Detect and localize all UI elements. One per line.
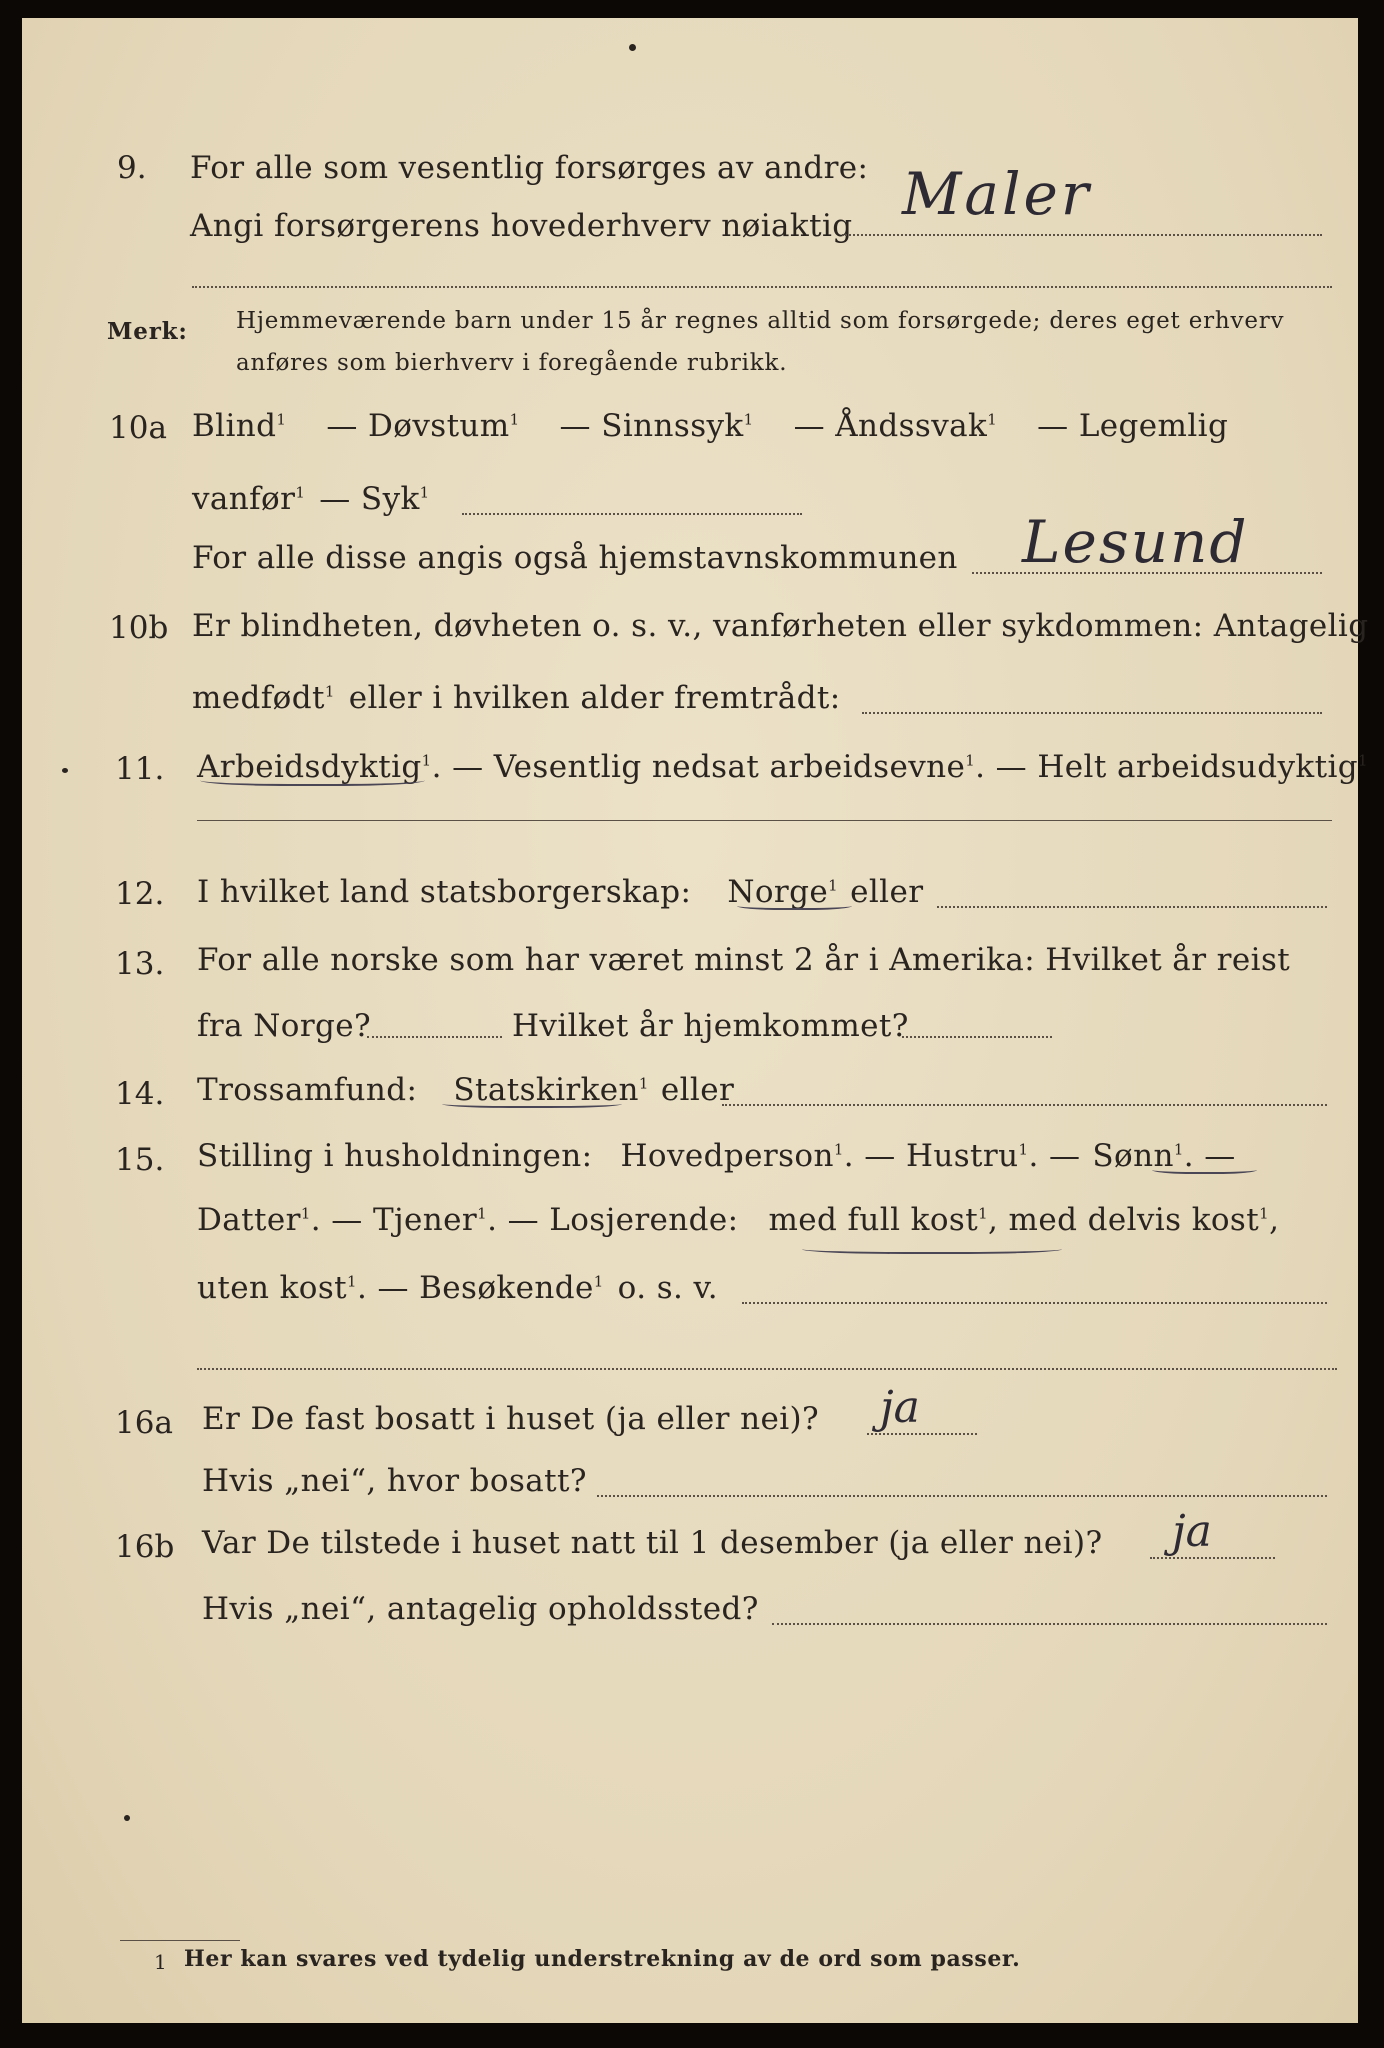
footnote-ref: 1 bbox=[638, 1074, 649, 1093]
q16a-line1: Er De fast bosatt i huset (ja eller nei)? bbox=[202, 1401, 820, 1437]
option-andssvak[interactable]: — Åndssvak bbox=[793, 408, 988, 444]
option-arbeidsdyktig[interactable]: Arbeidsdyktig bbox=[197, 749, 422, 785]
option-statskirken[interactable]: Statskirken bbox=[453, 1072, 639, 1108]
q12-handwritten-underline bbox=[737, 900, 852, 910]
q15-dash: . — bbox=[1028, 1138, 1081, 1174]
option-hustru[interactable]: . — Hustru bbox=[843, 1138, 1019, 1174]
footnote-ref: 1 bbox=[833, 1140, 844, 1159]
q16a-number: 16a bbox=[115, 1405, 173, 1441]
footnote-rule bbox=[120, 1940, 240, 1941]
footnote-ref: 1 bbox=[987, 410, 998, 429]
ink-dot bbox=[62, 768, 68, 773]
option-nedsat-arbeidsevne[interactable]: . — Vesentlig nedsat arbeidsevne bbox=[431, 749, 966, 785]
footnote-text: Her kan svares ved tydelig understrekning av de ord som passer. bbox=[184, 1946, 1021, 1972]
q16b-line1: Var De tilstede i huset natt til 1 desember (ja eller nei)? bbox=[202, 1525, 1103, 1561]
census-form-page bbox=[22, 18, 1369, 2023]
q10a-line3: For alle disse angis også hjemstavnskommunen bbox=[192, 540, 958, 576]
q9-text-line1: For alle som vesentlig forsørges av andre: bbox=[190, 150, 869, 186]
q13-line1: For alle norske som har været minst 2 år i Amerika: Hvilket år reist bbox=[197, 942, 1291, 978]
q10b-number: 10b bbox=[109, 610, 169, 646]
q16a-line2: Hvis „nei“, hvor bosatt? bbox=[202, 1463, 587, 1499]
q13-reist-line[interactable] bbox=[367, 1036, 502, 1038]
q10b-answer-line[interactable] bbox=[862, 712, 1322, 714]
q9-blank-line[interactable] bbox=[192, 286, 1332, 288]
q16b-handwritten-answer: ja bbox=[1172, 1506, 1212, 1557]
footnote-ref: 1 bbox=[1173, 1140, 1184, 1159]
merk-line2: anføres som bierhverv i foregående rubrikk. bbox=[236, 350, 788, 376]
q15-label: Stilling i husholdningen: bbox=[197, 1138, 593, 1174]
footnote-ref: 1 bbox=[509, 410, 520, 429]
footnote-ref: 1 bbox=[978, 1204, 989, 1223]
q10a-syk-line[interactable] bbox=[462, 513, 802, 515]
q16b-number: 16b bbox=[115, 1529, 175, 1565]
footnote-ref: 1 bbox=[1018, 1140, 1029, 1159]
q16b-line2: Hvis „nei“, antagelig opholdssted? bbox=[202, 1591, 759, 1627]
q10b-line1: Er blindheten, døvheten o. s. v., vanførheten eller sykdommen: Antagelig bbox=[192, 608, 1369, 644]
q15-number: 15. bbox=[115, 1142, 165, 1178]
option-med-full-kost[interactable]: med full kost bbox=[768, 1202, 979, 1238]
q15-line3 bbox=[197, 1270, 718, 1306]
q10a-line1 bbox=[192, 408, 1228, 444]
footnote-ref: 1 bbox=[421, 751, 432, 770]
option-dovstum[interactable]: — Døvstum bbox=[326, 408, 510, 444]
q15-osv: o. s. v. bbox=[617, 1270, 719, 1306]
q10a-line2 bbox=[192, 481, 430, 517]
q12-eller: eller bbox=[850, 874, 924, 910]
footnote-ref: 1 bbox=[419, 483, 430, 502]
footnote-ref: 1 bbox=[743, 410, 754, 429]
option-datter[interactable]: Datter bbox=[197, 1202, 301, 1238]
option-med-delvis-kost[interactable]: , med delvis kost bbox=[988, 1202, 1260, 1238]
q14-number: 14. bbox=[115, 1076, 165, 1112]
option-sonn[interactable]: Sønn bbox=[1092, 1138, 1174, 1174]
q15-line2 bbox=[197, 1202, 1279, 1238]
q14-answer-line[interactable] bbox=[722, 1104, 1327, 1106]
q16a-handwritten-answer: ja bbox=[880, 1382, 920, 1433]
footnote-ref: 1 bbox=[295, 483, 306, 502]
footnote-ref: 1 bbox=[324, 682, 335, 701]
q15-dash: . — bbox=[1183, 1138, 1236, 1174]
q14-label: Trossamfund: bbox=[197, 1072, 418, 1108]
q10a-number: 10a bbox=[109, 410, 167, 446]
option-besokende[interactable]: . — Besøkende bbox=[356, 1270, 594, 1306]
footnote-ref: 1 bbox=[828, 876, 839, 895]
option-medfodt[interactable]: medfødt bbox=[192, 680, 325, 716]
q15-sonn-underline bbox=[1152, 1164, 1257, 1174]
q13-number: 13. bbox=[115, 946, 165, 982]
option-tjener[interactable]: . — Tjener bbox=[310, 1202, 478, 1238]
q11-blank-line[interactable] bbox=[197, 820, 1332, 821]
footnote-marker: 1 bbox=[154, 1950, 168, 1974]
footnote-ref: 1 bbox=[593, 1272, 604, 1291]
q13-fra-norge-label: fra Norge? bbox=[197, 1008, 372, 1044]
merk-label: Merk: bbox=[107, 318, 188, 345]
q14-eller: eller bbox=[660, 1072, 735, 1108]
footnote-ref: 1 bbox=[477, 1204, 488, 1223]
q9-answer-line[interactable] bbox=[842, 234, 1322, 236]
ink-dot bbox=[629, 44, 636, 51]
option-syk[interactable]: — Syk bbox=[319, 481, 420, 517]
option-uten-kost[interactable]: uten kost bbox=[197, 1270, 348, 1306]
footnote-ref: 1 bbox=[965, 751, 976, 770]
q15-comma: , bbox=[1269, 1202, 1280, 1238]
q15-blank-line[interactable] bbox=[197, 1368, 1337, 1370]
q14-handwritten-underline bbox=[442, 1098, 622, 1108]
q9-number: 9. bbox=[117, 150, 147, 186]
option-norge[interactable]: Norge bbox=[727, 874, 829, 910]
q10a-handwritten-answer: Lesund bbox=[1022, 508, 1249, 576]
q13-hjemkommet-line[interactable] bbox=[902, 1036, 1052, 1038]
option-vanfor[interactable]: vanfør bbox=[192, 481, 296, 517]
q13-hjemkommet-label: Hvilket år hjemkommet? bbox=[512, 1008, 909, 1044]
q9-text-line2: Angi forsørgerens hovederhverv nøiaktig bbox=[190, 208, 853, 244]
q16a-bosatt-line[interactable] bbox=[597, 1495, 1327, 1497]
footnote-ref: 1 bbox=[347, 1272, 357, 1291]
footnote-ref: 1 bbox=[1259, 1204, 1270, 1223]
q16b-answer-line[interactable] bbox=[1150, 1557, 1275, 1559]
q12-number: 12. bbox=[115, 876, 165, 912]
option-hovedperson[interactable]: Hovedperson bbox=[620, 1138, 834, 1174]
q9-handwritten-answer: Maler bbox=[902, 160, 1092, 228]
merk-line1: Hjemmeværende barn under 15 år regnes alltid som forsørgede; deres eget erhverv bbox=[236, 308, 1285, 334]
q15-losjerende-label: . — Losjerende: bbox=[487, 1202, 739, 1238]
q16b-opholdssted-line[interactable] bbox=[772, 1623, 1327, 1625]
q11-number: 11. bbox=[115, 751, 165, 787]
option-legemlig[interactable]: — Legemlig bbox=[1037, 408, 1229, 444]
q11-handwritten-underline bbox=[200, 772, 425, 786]
option-blind[interactable]: Blind bbox=[192, 408, 277, 444]
q16a-answer-line[interactable] bbox=[867, 1433, 977, 1435]
q10b-line2 bbox=[192, 680, 841, 716]
q12-label: I hvilket land statsborgerskap: bbox=[197, 874, 692, 910]
footnote-ref: 1 bbox=[276, 410, 287, 429]
option-arbeidsudyktig[interactable]: . — Helt arbeidsudyktig bbox=[975, 749, 1359, 785]
q15-answer-line[interactable] bbox=[742, 1302, 1327, 1304]
ink-dot bbox=[124, 1815, 130, 1821]
q12-answer-line[interactable] bbox=[937, 906, 1327, 908]
option-sinnssyk[interactable]: — Sinnssyk bbox=[559, 408, 744, 444]
q15-line1 bbox=[197, 1138, 1236, 1174]
q10b-alder-label: eller i hvilken alder fremtrådt: bbox=[348, 680, 841, 716]
footnote-ref: 1 bbox=[1358, 751, 1368, 770]
footnote-ref: 1 bbox=[300, 1204, 311, 1223]
q15-full-kost-underline bbox=[802, 1242, 1062, 1254]
